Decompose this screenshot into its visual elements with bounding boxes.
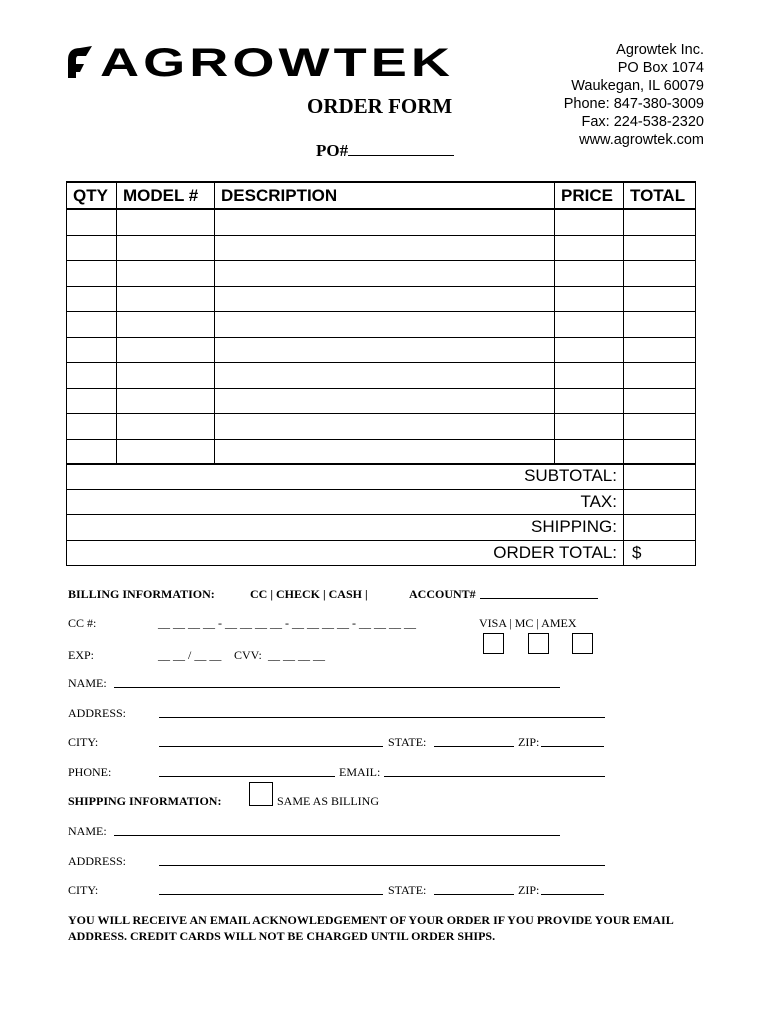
brand-wordmark: AGROWTEK <box>100 41 454 82</box>
account-input[interactable] <box>480 598 598 599</box>
cell-price[interactable] <box>555 209 624 235</box>
cell-description[interactable] <box>215 337 555 363</box>
order-items-table <box>66 181 696 465</box>
company-address <box>564 41 704 149</box>
cell-description[interactable] <box>215 286 555 312</box>
cell-model[interactable] <box>117 312 215 338</box>
cell-total[interactable] <box>624 209 696 235</box>
cell-description[interactable] <box>215 414 555 440</box>
tax-label: TAX: <box>67 489 624 515</box>
company-phone: Phone: 847-380-3009 <box>563 96 704 112</box>
cell-total[interactable] <box>624 337 696 363</box>
cell-qty[interactable] <box>67 363 117 389</box>
visa-checkbox[interactable] <box>483 633 504 654</box>
table-row <box>67 235 696 261</box>
cell-model[interactable] <box>117 286 215 312</box>
po-label: PO# <box>316 141 349 160</box>
shipping-city-input[interactable] <box>159 894 383 895</box>
cell-total[interactable] <box>624 414 696 440</box>
company-fax: Fax: 224-538-2320 <box>581 114 704 130</box>
order-total-row <box>67 540 696 566</box>
billing-address-label: ADDRESS: <box>68 706 127 720</box>
shipping-state-input[interactable] <box>434 894 514 895</box>
shipping-row <box>67 515 696 541</box>
agrowtek-logo <box>66 40 458 82</box>
cc-label: CC #: <box>68 616 97 630</box>
cell-total[interactable] <box>624 388 696 414</box>
company-website: www.agrowtek.com <box>579 132 704 148</box>
cell-model[interactable] <box>117 209 215 235</box>
email-label: EMAIL: <box>339 765 381 779</box>
billing-address-input[interactable] <box>159 717 605 718</box>
column-header-description: DESCRIPTION <box>215 182 555 209</box>
cell-price[interactable] <box>555 388 624 414</box>
cell-price[interactable] <box>555 286 624 312</box>
billing-state-label: STATE: <box>388 735 427 749</box>
cell-description[interactable] <box>215 209 555 235</box>
cell-model[interactable] <box>117 414 215 440</box>
cvv-label: CVV: <box>234 648 262 662</box>
cell-qty[interactable] <box>67 286 117 312</box>
shipping-label: SHIPPING: <box>67 515 624 541</box>
cell-qty[interactable] <box>67 388 117 414</box>
shipping-zip-input[interactable] <box>541 894 604 895</box>
billing-heading: BILLING INFORMATION: <box>68 587 215 601</box>
cell-qty[interactable] <box>67 261 117 287</box>
payment-methods[interactable]: CC | CHECK | CASH | <box>250 587 368 601</box>
table-row <box>67 414 696 440</box>
tax-cell[interactable] <box>624 489 696 515</box>
table-row <box>67 209 696 235</box>
cell-model[interactable] <box>117 337 215 363</box>
cell-total[interactable] <box>624 363 696 389</box>
cell-price[interactable] <box>555 414 624 440</box>
cell-model[interactable] <box>117 261 215 287</box>
billing-zip-label: ZIP: <box>518 735 540 749</box>
cell-total[interactable] <box>624 235 696 261</box>
cell-description[interactable] <box>215 439 555 465</box>
billing-city-label: CITY: <box>68 735 99 749</box>
shipping-heading: SHIPPING INFORMATION: <box>68 794 222 808</box>
company-city: Waukegan, IL 60079 <box>571 78 704 94</box>
email-input[interactable] <box>384 776 605 777</box>
cell-price[interactable] <box>555 363 624 389</box>
cell-description[interactable] <box>215 312 555 338</box>
table-row <box>67 439 696 465</box>
order-total-cell[interactable]: $ <box>624 540 696 566</box>
billing-state-input[interactable] <box>434 746 514 747</box>
company-name: Agrowtek Inc. <box>616 42 704 58</box>
column-header-model: MODEL # <box>117 182 215 209</box>
cell-description[interactable] <box>215 261 555 287</box>
billing-name-input[interactable] <box>114 687 560 688</box>
cell-model[interactable] <box>117 363 215 389</box>
card-types: VISA | MC | AMEX <box>479 616 577 630</box>
cell-description[interactable] <box>215 363 555 389</box>
billing-zip-input[interactable] <box>541 746 604 747</box>
po-blank[interactable] <box>348 141 454 156</box>
column-header-total: TOTAL <box>624 182 696 209</box>
account-label: ACCOUNT# <box>409 587 476 601</box>
shipping-address-input[interactable] <box>159 865 605 866</box>
company-po-box: PO Box 1074 <box>617 60 704 76</box>
subtotal-cell[interactable] <box>624 464 696 490</box>
cell-total[interactable] <box>624 261 696 287</box>
order-total-label: ORDER TOTAL: <box>67 540 624 566</box>
shipping-name-label: NAME: <box>68 824 107 838</box>
shipping-state-label: STATE: <box>388 883 427 897</box>
cell-model[interactable] <box>117 235 215 261</box>
same-as-billing-label: SAME AS BILLING <box>277 794 380 808</box>
cell-price[interactable] <box>555 235 624 261</box>
amex-checkbox[interactable] <box>572 633 593 654</box>
billing-name-label: NAME: <box>68 676 107 690</box>
cell-total[interactable] <box>624 439 696 465</box>
phone-label: PHONE: <box>68 765 112 779</box>
cell-qty[interactable] <box>67 312 117 338</box>
subtotal-label: SUBTOTAL: <box>67 464 624 490</box>
cell-price[interactable] <box>555 337 624 363</box>
cell-qty[interactable] <box>67 209 117 235</box>
exp-label: EXP: <box>68 648 95 662</box>
cell-description[interactable] <box>215 388 555 414</box>
phone-input[interactable] <box>159 776 335 777</box>
cvv-input[interactable]: __ __ __ __ <box>268 648 325 662</box>
cell-qty[interactable] <box>67 337 117 363</box>
tax-row <box>67 489 696 515</box>
table-row <box>67 286 696 312</box>
order-notice: YOU WILL RECEIVE AN EMAIL ACKNOWLEDGEMENT OF YOUR ORDER IF YOU PROVIDE YOUR EMAIL ADDRESS. CREDIT CARDS WILL NOT BE CHARGED UNTIL ORDER SHIPS. <box>68 913 674 943</box>
cell-total[interactable] <box>624 286 696 312</box>
table-row <box>67 363 696 389</box>
leaf-icon <box>68 46 92 78</box>
cell-model[interactable] <box>117 388 215 414</box>
shipping-city-label: CITY: <box>68 883 99 897</box>
cell-qty[interactable] <box>67 235 117 261</box>
shipping-name-input[interactable] <box>114 835 560 836</box>
totals-table <box>66 463 696 566</box>
cell-price[interactable] <box>555 261 624 287</box>
table-row <box>67 312 696 338</box>
table-row <box>67 337 696 363</box>
shipping-zip-label: ZIP: <box>518 883 540 897</box>
table-row <box>67 261 696 287</box>
subtotal-row <box>67 464 696 490</box>
cell-description[interactable] <box>215 235 555 261</box>
shipping-address-label: ADDRESS: <box>68 854 127 868</box>
po-field[interactable] <box>316 141 454 161</box>
cell-qty[interactable] <box>67 414 117 440</box>
item-rows <box>67 209 696 465</box>
exp-input[interactable]: __ __ / __ __ <box>158 648 222 662</box>
table-header-row <box>67 182 696 209</box>
column-header-qty: QTY <box>67 182 117 209</box>
mc-checkbox[interactable] <box>528 633 549 654</box>
shipping-cell[interactable] <box>624 515 696 541</box>
cc-number-input[interactable]: __ __ __ __ - __ __ __ __ - __ __ __ __ - __ __ __ __ <box>158 616 416 630</box>
cell-qty[interactable] <box>67 439 117 465</box>
cell-model[interactable] <box>117 439 215 465</box>
cell-price[interactable] <box>555 312 624 338</box>
column-header-price: PRICE <box>555 182 624 209</box>
cell-price[interactable] <box>555 439 624 465</box>
billing-city-input[interactable] <box>159 746 383 747</box>
table-row <box>67 388 696 414</box>
cell-total[interactable] <box>624 312 696 338</box>
same-as-billing-checkbox[interactable] <box>249 782 273 806</box>
page-title: ORDER FORM <box>307 94 453 118</box>
